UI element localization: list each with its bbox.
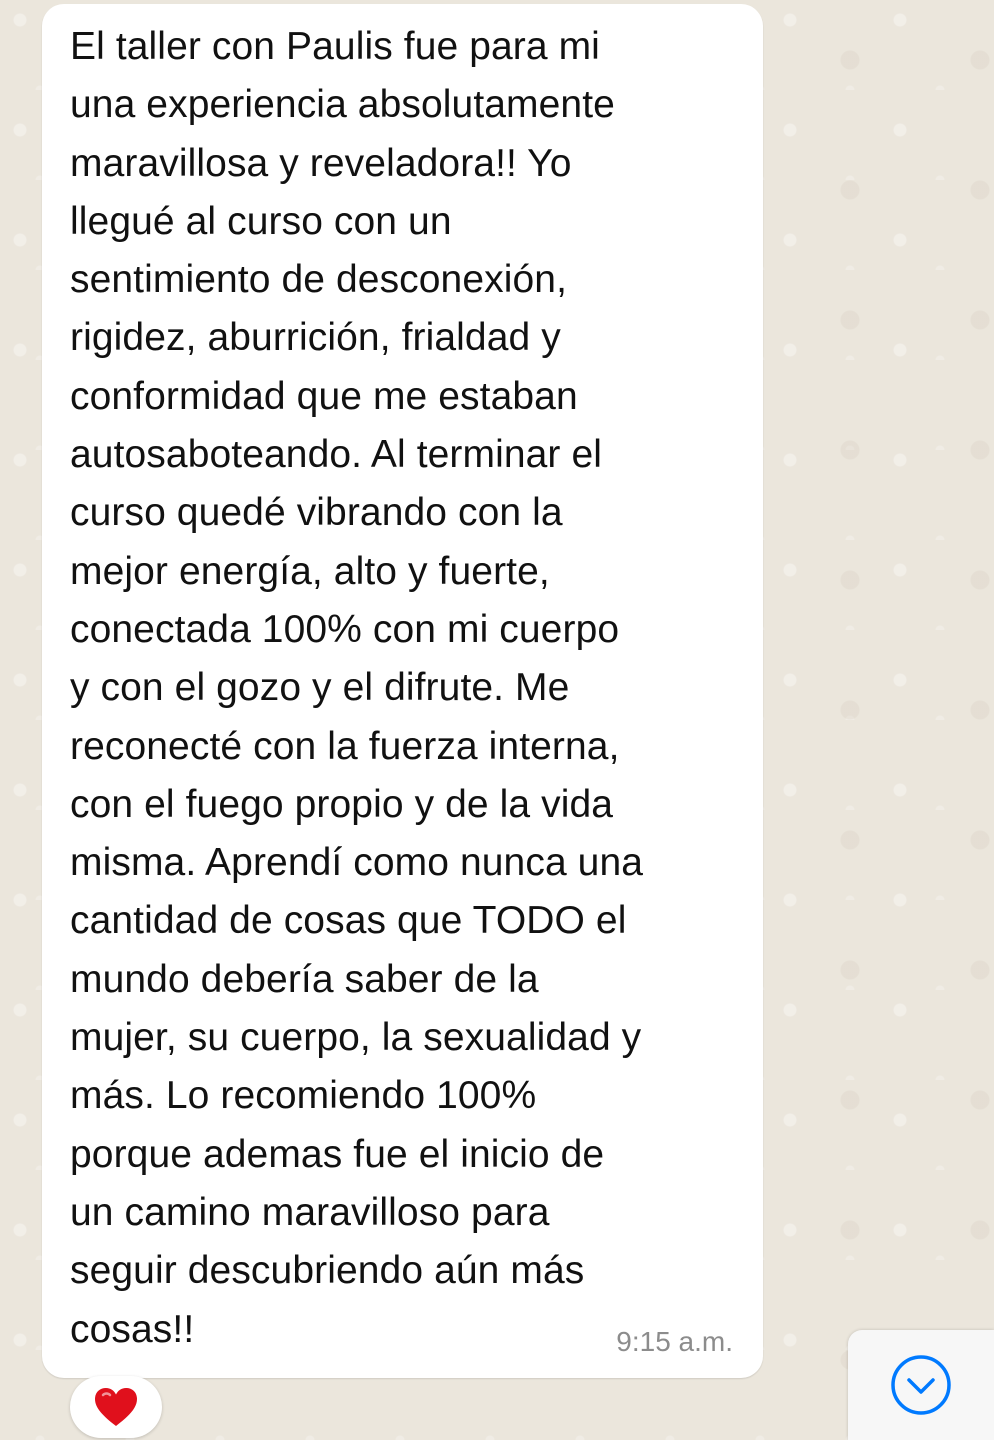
red-heart-icon <box>93 1386 139 1428</box>
message-reaction[interactable] <box>70 1376 162 1438</box>
incoming-message-bubble[interactable] <box>42 4 763 1378</box>
chevron-down-circle-icon <box>889 1353 953 1417</box>
message-timestamp: 9:15 a.m. <box>616 1326 733 1357</box>
message-text: El taller con Paulis fue para mi una experiencia absolutamente maravillosa y reveladora!! Yo llegué al curso con un sentimiento de desconexión, rigidez, aburrición, frialdad y conformidad que me estaban autosaboteando. Al terminar el curso quedé vibrando con la mejor energía, alto y fuerte, conectada 100% con mi cuerpo y con el gozo y el difrute. Me reconecté con la fuerza interna, con el fuego propio y de la vida misma. Aprendí como nunca una cantidad de cosas que TODO el mundo debería saber de la mujer, su cuerpo, la sexualidad y más. Lo recomiendo 100% porque ademas fue el inicio de un camino maravilloso para seguir descubriendo aún más cosas!! <box>70 25 644 1351</box>
scroll-to-bottom-button[interactable] <box>848 1330 994 1440</box>
